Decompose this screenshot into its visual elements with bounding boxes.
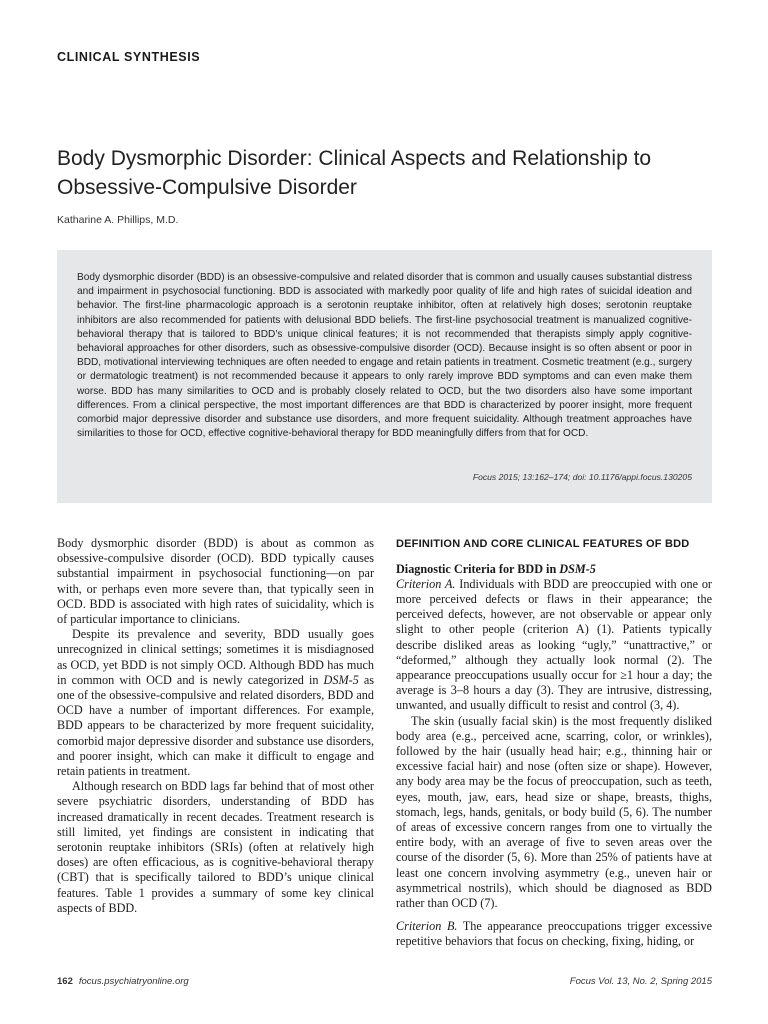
- paragraph: Criterion B. The appearance preoccupations trigger excessive repetitive behaviors that focus on checking, fixing, hiding, or: [396, 919, 712, 949]
- abstract-box: [57, 250, 712, 503]
- subsection-heading: Diagnostic Criteria for BDD in DSM-5: [396, 561, 596, 576]
- footer-site: focus.psychiatryonline.org: [78, 976, 189, 987]
- author-name: Katharine A. Phillips, M.D.: [57, 214, 179, 226]
- section-label: CLINICAL SYNTHESIS: [57, 50, 201, 64]
- paragraph: Although research on BDD lags far behind that of most other severe psychiatric disorders, understanding of BDD has increased dramatically in recent decades. Treatment research is still limited, yet findings are consistent in indicating that serotonin reuptake inhibitors (SRIs) (often at relatively high doses) are often efficacious, as is cognitive-behavioral therapy (CBT) that is specifically tailored to BDD’s unique clinical features. Table 1 provides a summary of some key clinical aspects of BDD.: [57, 779, 374, 915]
- footer-journal: Focus Vol. 13, No. 2, Spring 2015: [569, 976, 712, 987]
- citation: Focus 2015; 13:162–174; doi: 10.1176/appi.focus.130205: [472, 472, 692, 482]
- paragraph: Despite its prevalence and severity, BDD usually goes unrecognized in clinical settings; sometimes it is misdiagnosed as OCD, yet BDD is not simply OCD. Although BDD has much in common with OCD and is newly categorized in DSM-5 as one of the obsessive-compulsive and related disorders, BDD and OCD have a number of important differences. For example, BDD appears to be characterized by more frequent suicidality, comorbid major depressive disorder and substance use disorders, and poorer insight, which can make it difficult to engage and retain patients in treatment.: [57, 627, 374, 779]
- page-number: 162: [57, 976, 73, 987]
- footer-left: [57, 976, 189, 987]
- section-heading: DEFINITION AND CORE CLINICAL FEATURES OF BDD: [396, 538, 690, 550]
- right-column: [396, 536, 712, 950]
- left-column: [57, 536, 374, 916]
- article-title: Body Dysmorphic Disorder: Clinical Aspects and Relationship to Obsessive-Compulsive Disorder: [57, 147, 652, 199]
- paragraph: Criterion A. Individuals with BDD are preoccupied with one or more perceived defects or flaws in their appearance; the perceived defects, however, are not observable or appear only slight to other people (criterion A) (1). Patients typically describe disliked areas as looking “ugly,” “unattractive,” or “deformed,” although they actually look normal (2). The appearance preoccupations usually occur for ≥1 hour a day; the average is 3–8 hours a day (3). They are intrusive, distressing, unwanted, and usually difficult to resist and control (3, 4).: [396, 576, 712, 713]
- paragraph: Body dysmorphic disorder (BDD) is about as common as obsessive-compulsive disorder (OCD). BDD typically causes substantial impairment in psychosocial functioning—on par with, or perhaps even more severe than, that typically seen in OCD. BDD is associated with high rates of suicidality, which is of particular importance to clinicians.: [57, 536, 374, 627]
- abstract-text: Body dysmorphic disorder (BDD) is an obsessive-compulsive and related disorder that is common and usually causes substantial distress and impairment in psychosocial functioning. BDD is associated with markedly poor quality of life and high rates of suicidal ideation and behavior. The first-line pharmacologic approach is a serotonin reuptake inhibitor, often at relatively high doses; serotonin reuptake inhibitors are also recommended for patients with delusional BDD beliefs. The first-line psychosocial treatment is manualized cognitive-behavioral therapy that is tailored to BDD’s unique clinical features; it is not recommended that therapists simply apply cognitive-behavioral approaches for other disorders, such as obsessive-compulsive disorder (OCD). Because insight is so often absent or poor in BDD, motivational interviewing techniques are often needed to engage and retain patients in treatment. Cosmetic treatment (e.g., surgery or dermatologic treatment) is not recommended because it appears to only rarely improve BDD symptoms and can even make them worse. BDD has many similarities to OCD and is probably closely related to OCD, but the two disorders also have some important differences. From a clinical perspective, the most important differences are that BDD is characterized by poorer insight, more frequent comorbid major depressive disorder and substance use disorders, and more frequent suicidality. Although treatment approaches have similarities to those for OCD, effective cognitive-behavioral therapy for BDD meaningfully differs from that for OCD.: [77, 272, 692, 440]
- paragraph: The skin (usually facial skin) is the most frequently disliked body area (e.g., perceived acne, scarring, color, or wrinkles), followed by the hair (usually head hair; e.g., thinning hair or excessive facial hair) and nose (often size or shape). However, any body area may be the focus of preoccupation, such as teeth, eyes, mouth, jaw, ears, head size or shape, breasts, thighs, stomach, legs, hands, genitals, or body build (5, 6). The number of areas of excessive concern ranges from one to virtually the entire body, with an average of five to seven areas over the course of the disorder (5, 6). More than 25% of patients have at least one concern involving asymmetry (e.g., uneven hair or asymmetrical nostrils), which should be diagnosed as BDD rather than OCD (7).: [396, 713, 712, 910]
